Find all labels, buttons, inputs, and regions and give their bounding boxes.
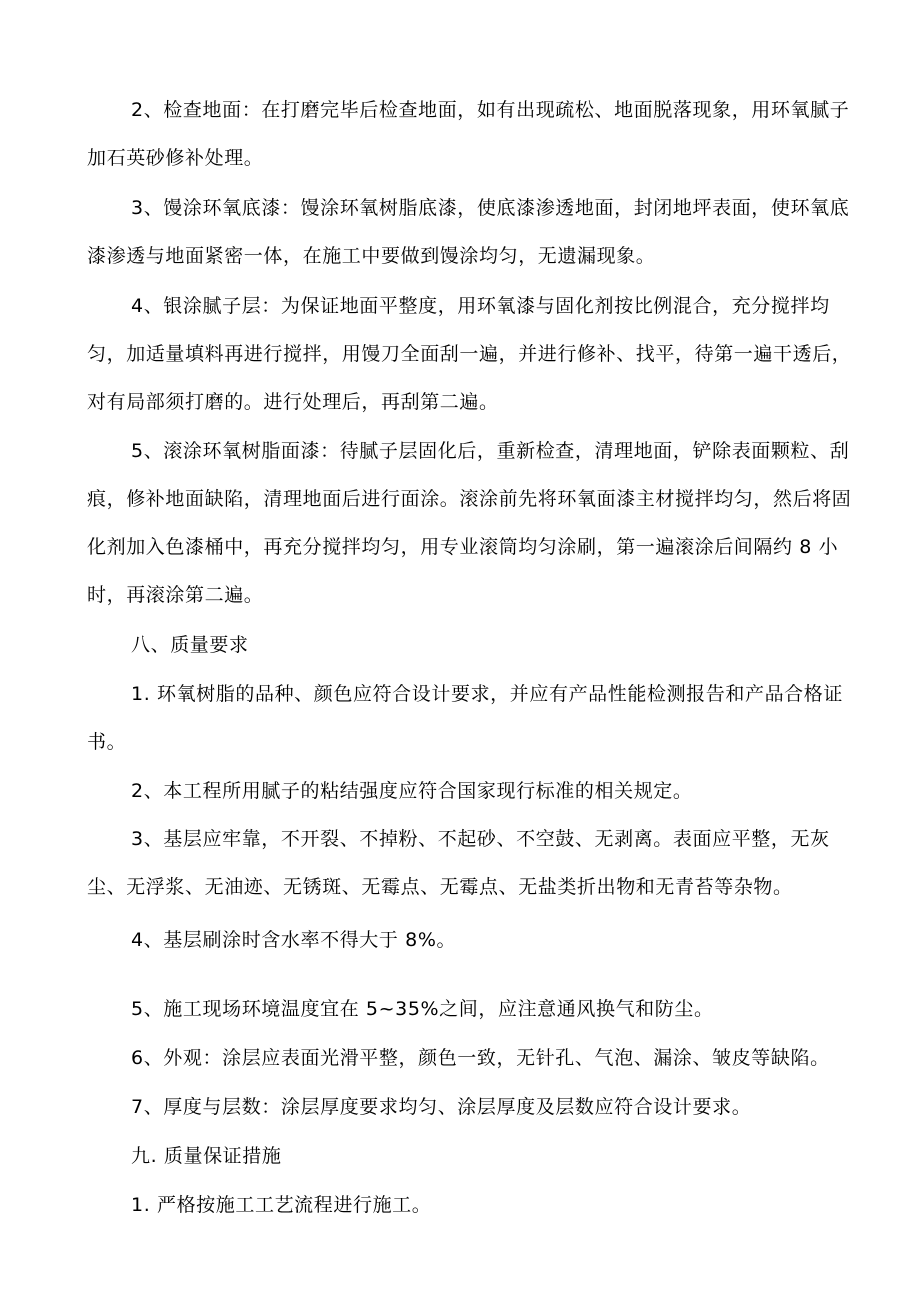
list-item: 6、外观：涂层应表面光滑平整，颜色一致，无针孔、气泡、漏涂、皱皮等缺陷。 [131, 1047, 830, 1069]
paragraph-putty-layer: 4、银涂腻子层：为保证地面平整度，用环氧漆与固化剂按比例混合，充分搅拌均匀，加适量填料再进行搅拌，用馒刀全面刮一遍，并进行修补、找平，待第一遍干透后，对有局部须打磨的。进行处理后，再刮第二遍。 [87, 295, 852, 413]
list-item: 2、本工程所用腻子的粘结强度应符合国家现行标准的相关规定。 [131, 780, 693, 802]
list-item: 1. 严格按施工工艺流程进行施工。 [131, 1194, 432, 1216]
paragraph-inspect-floor: 2、检查地面：在打磨完毕后检查地面，如有出现疏松、地面脱落现象，用环氧腻子加石英砂修补处理。 [87, 99, 850, 169]
paragraph-topcoat: 5、滚涂环氧树脂面漆：待腻子层固化后，重新检查，清理地面，铲除表面颗粒、刮痕，修补地面缺陷，清理地面后进行面涂。滚涂前先将环氧面漆主材搅拌均匀，然后将固化剂加入色漆桶中，再充分搅拌均匀，用专业滚筒均匀涂刷，第一遍滚涂后间隔约 8 小时，再滚涂第二遍。 [87, 440, 852, 606]
paragraph-primer: 3、馒涂环氧底漆：馒涂环氧树脂底漆，使底漆渗透地面，封闭地坪表面，使环氧底漆渗透与地面紧密一体，在施工中要做到馒涂均匀，无遗漏现象。 [87, 197, 850, 267]
list-item: 7、厚度与层数：涂层厚度要求均匀、涂层厚度及层数应符合设计要求。 [131, 1096, 752, 1118]
section-heading-quality-assurance: 九. 质量保证措施 [131, 1145, 282, 1167]
list-item: 3、基层应牢靠，不开裂、不掉粉、不起砂、不空鼓、无剥离。表面应平整，无灰尘、无浮浆、无油迹、无锈斑、无霉点、无霉点、无盐类折出物和无青苔等杂物。 [87, 828, 830, 898]
list-item: 4、基层刷涂时含水率不得大于 8%。 [131, 929, 457, 951]
list-item: 5、施工现场环境温度宜在 5~35%之间，应注意通风换气和防尘。 [131, 998, 714, 1020]
list-item: 1. 环氧树脂的品种、颜色应符合设计要求，并应有产品性能检测报告和产品合格证书。 [87, 683, 843, 753]
section-heading-quality-requirements: 八、质量要求 [131, 634, 249, 656]
